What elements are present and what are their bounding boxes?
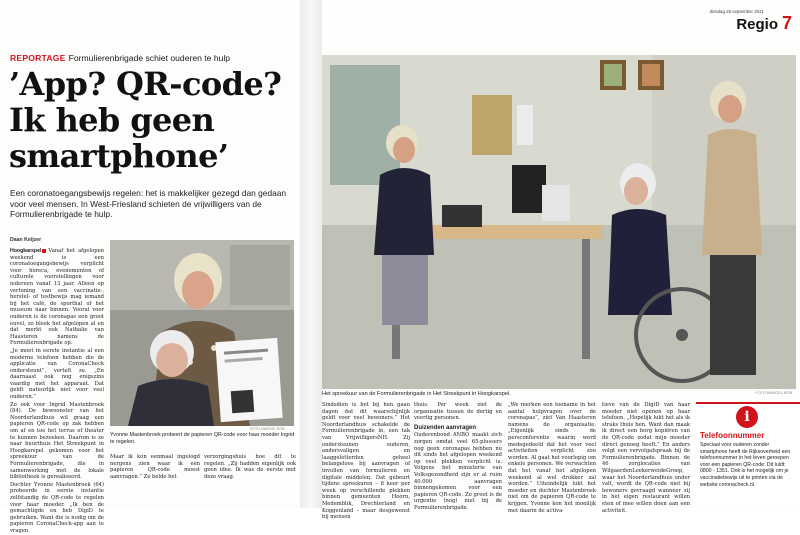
photo-caption: Het spreekuur van de Formulierenbrigade in Het Streekpunt in Hoogkarspel.: [322, 391, 511, 397]
kicker-subtitle: Formulierenbrigade schiet ouderen te hulp: [68, 53, 231, 63]
byline: Daan Keijzer: [10, 237, 42, 243]
photo-office-session: [322, 55, 796, 389]
info-box-title: Telefoonnummer: [700, 431, 765, 440]
page-date: dinsdag 28 september 2021: [709, 9, 764, 14]
article-column-2: [110, 454, 200, 480]
paragraph: tieve van de DigiD van haar moeder niet openen op haar telefoon. „Hopelijk lukt het als ik straks thuis ben. Want dan maak ik direct een borg kopiëren van de QR-code zodat mijn moeder direct genoeg heeft.” En anders volgt een vervolgafspraak bij de Formulierenbrigade. Binnen de 46 zorglocaties van WilgaerdenLeekerweideGroep, waar het Noorderlandhuis onder valt, wordt de QR-code niet bij bewoners gevraagd wanneer zij in het eigen restaurant willen eten of mee willen doen aan een activiteit.: [602, 402, 690, 514]
info-box-text: Speciaal voor ouderen zonder smartphone heeft de Rijksoverheid een telefoonnummer in het leven geroepen voor een papieren QR-code: Dit luidt: 0800 - 1351. Ook is het mogelijk om je vaccinatiebewijs uit te printen via de website coronacheck.nl.: [700, 442, 791, 488]
paragraph: Ouderenbond ANBO maakt zich zorgen omdat veel 65-plussers nog geen coronapas hebben nu dit sinds het afgelopen weekend op veel plekken verplicht is. Volgens het ministerie van Volksgezondheid zijn er al ruim 40.000 aanvragen binnengekomen voor een papieren QR-code. Zo groot is de urgentie (nog) niet bij de Formulierenbrigade.: [414, 432, 502, 511]
right-page: [322, 0, 800, 521]
paragraph: Vanaf het afgelopen weekend is een coronatoegangsbewijs verplicht voor horeca, evenementen of culturele voorstellingen voor iedereen vanaf 13 jaar. Alleen op vertoning van een vaccinatie-, herstel- of testbewijs mag iemand bij het café, de sporthal of het museum naar binnen. Vooral voor ouderen is de coronapas een groot euvel, zo bleek het afgelopen al en dat merkt ook Nathalie van Haasteren namens de Formulierenbrigade op.: [10, 248, 104, 347]
paragraph: Sindsdien is het bij hen gaan dagen dat dit waarschijnlijk geldt voor veel bewoners.” Het Noorderlandhuis schakelde de Formulierenbrigade in, een tak van VrijwilligersNH. Zij ondersteunen ouderen, andersvaligen en laaggeletterden geheel belangeloos bij aanvragen of invullen van formulieren en digitale middelen. Dat gebeurt tijdens spreekuren – 8 keer per week op verschillende plekken binnen gemeenten Hoorn, Medemblik, Drechterland en Koggenland – maar desgewenst bij mensen: [322, 402, 410, 521]
intro-paragraph: Een coronatoegangsbewijs regelen: het is makkelijker gezegd dan gedaan voor veel mensen. In West-Friesland schieten de vrijwilligers van de Formulierenbrigade te hulp.: [10, 188, 287, 220]
headline-line-3: smartphone’: [9, 137, 229, 175]
photo-mother-daughter: [110, 240, 294, 426]
article-column-6: [508, 402, 596, 514]
page-number: 7: [781, 13, 792, 33]
article-column-7: [602, 402, 690, 514]
dateline-marker: [42, 249, 46, 253]
headline-line-1: ’App? QR-code?: [9, 65, 282, 103]
paragraph: „Je moet in eerste instantie al een moderne telefoon hebben die de applicatie van CoronaCheck ondersteunt”, vertelt ze. „En daarnaast ook nog enigszins vaardig met het apparaat. Dat geldt natuurlijk niet voor veel ouderen.”: [10, 347, 104, 401]
kicker: [10, 53, 300, 63]
article-column-3: [204, 454, 296, 480]
paragraph: Dochter Yvonne Mastenbroek (64) probeerde in eerste instantie zelfstandig de QR-code te regelen voor haar moeder. „Ik ben de gemachtigde en heb DigiD te gebruiken. Want die is nodig om de papieren CoronaCheck-app aan te vragen.: [10, 481, 104, 534]
page-gutter: [300, 0, 322, 508]
paragraph: Zo ook voor Ingrid Mastenbroek (84). De bewoonster van het Noorderlandhuis wil graag een papieren QR-code op zak hebben om af en toe het terras of theater te kunnen bezoeken. Daarom is ze naar buurthuis Het Streekpunt in Hoogkarspel gekomen voor het spreekuur van de Formulierenbrigade, die in samenwerking met de lokale bibliotheek is gerealiseerd.: [10, 401, 104, 481]
photo-caption: Yvonne Mastenbroek probeert de papieren QR-code voor haar moeder Ingrid te regelen.: [110, 432, 295, 445]
paragraph: verzorgingshuis hoe dit te regelen. „Zij hadden eigenlijk ook geen idee. Ik was de eerste met deze vraag.: [204, 454, 296, 480]
photo-credit: FOTO MARCEL ROB: [755, 391, 792, 395]
info-box: [696, 402, 800, 506]
info-icon: i: [736, 406, 758, 428]
left-page: [0, 0, 300, 534]
section-title: Regio: [736, 16, 778, 33]
photo-illustration: [322, 55, 796, 389]
photo-illustration: [110, 240, 294, 426]
headline-line-2: Ik heb geen: [9, 101, 215, 139]
paragraph: „We merken een toename in het aantal hulpvragen over de coronapas”, ziet Van Haasteren namens de organisatie. „Eigenlijk sinds de persconferentie waarin werd medegedeeld dat het voor veel activiteiten verplicht zou worden. Al gaat het voorlopig om enkele personen. We verwachten dat het vanaf het afgelopen weekend al wel drukker zal worden.” Uiteindelijk lukt het moeder en dochter Mastenbroek niet om de papieren QR-code te krijgen. Yvonne kon het moeilijk met daarin de activa-: [508, 402, 596, 514]
article-column-4: [322, 402, 410, 521]
paragraph: thuis. Per week ziet de organisatie tussen de dertig en veertig personen.: [414, 402, 502, 422]
dateline: Hoogkarspel: [10, 248, 42, 254]
article-column-1: [10, 248, 104, 534]
paragraph: Maar ik kon eenmaal ingelogd nergens zien waar ik een papieren QR-code moest aanvragen.” Ze belde het: [110, 454, 200, 480]
article-column-5: [414, 402, 502, 512]
subheading: Duizenden aanvragen: [414, 424, 477, 431]
kicker-tag: REPORTAGE: [10, 53, 66, 63]
photo-credit: FOTO MARCEL ROB: [250, 427, 285, 431]
headline: [9, 66, 299, 174]
